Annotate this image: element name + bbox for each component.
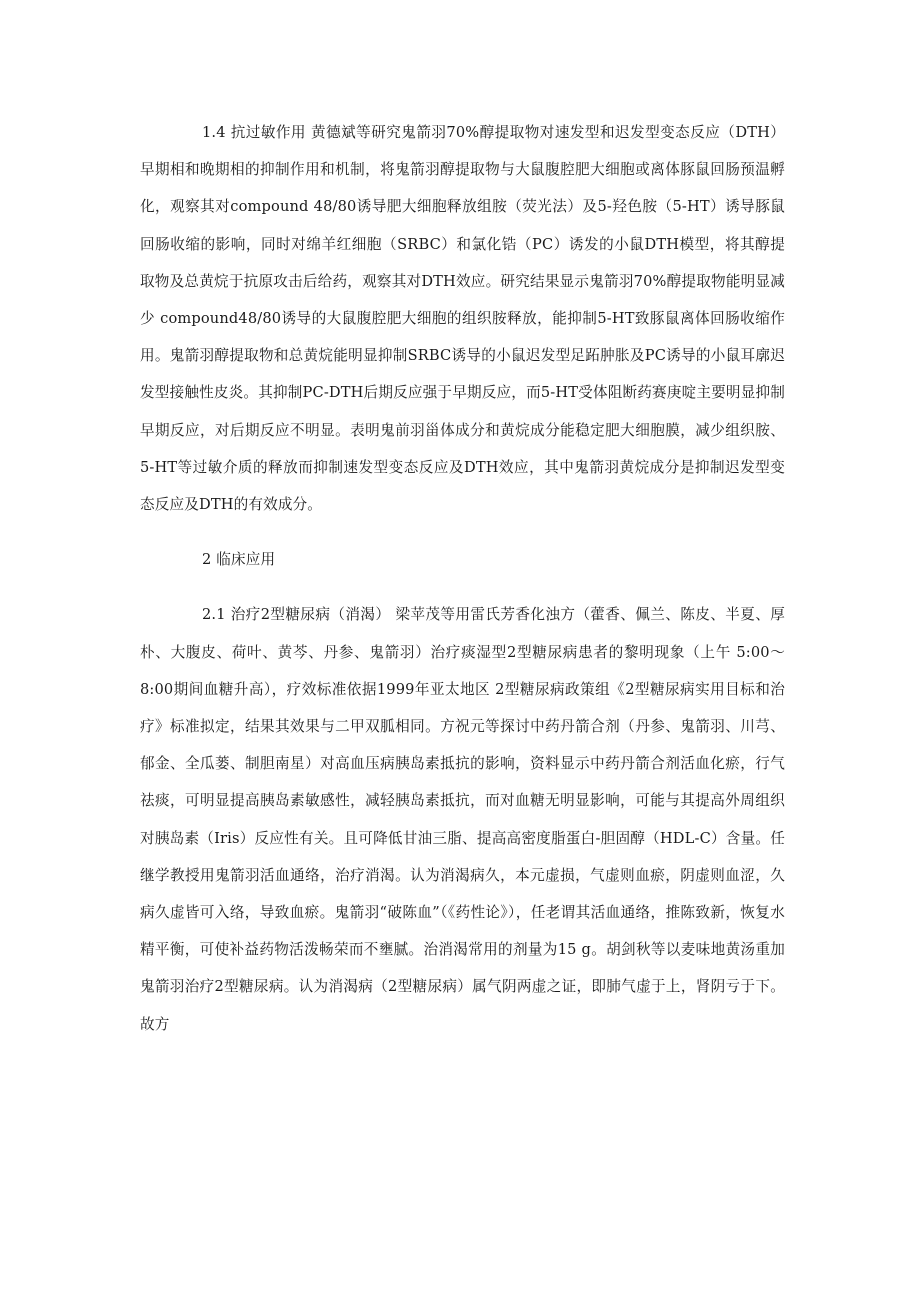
- paragraph-gap: [140, 523, 785, 541]
- paragraph-diabetes: 2.1 治疗2型糖尿病（消渴） 梁苹茂等用雷氏芳香化浊方（藿香、佩兰、陈皮、半夏、厚朴、大腹皮、荷叶、黄芩、丹参、鬼箭羽）治疗痰湿型2型糖尿病患者的黎明现象（上午 5:00～8:00期间血糖升高），疗效标准依据1999年亚太地区 2型糖尿病政策组《2型糖尿病实用目标和治疗》标准拟定，结果其效果与二甲双胍相同。方祝元等探讨中药丹箭合剂（丹参、鬼箭羽、川芎、郁金、全瓜蒌、制胆南星）对高血压病胰岛素抵抗的影响，资料显示中药丹箭合剂活血化瘀，行气祛痰，可明显提高胰岛素敏感性，减轻胰岛素抵抗，而对血糖无明显影响，可能与其提高外周组织对胰岛素（Iris）反应性有关。且可降低甘油三脂、提高高密度脂蛋白-胆固醇（HDL-C）含量。任继学教授用鬼箭羽活血通络，治疗消渴。认为消渴病久，本元虚损，气虚则血瘀，阴虚则血涩，久病久虚皆可入络，导致血瘀。鬼箭羽“破陈血”（《药性论》），任老谓其活血通络，推陈致新，恢复水精平衡，可使补益药物活泼畅荣而不壅腻。治消渴常用的剂量为15 g。胡剑秋等以麦味地黄汤重加鬼箭羽治疗2型糖尿病。认为消渴病（2型糖尿病）属气阴两虚之证，即肺气虚于上，肾阴亏于下。故方: [140, 606, 785, 1033]
- document-body: [140, 114, 785, 1043]
- section-heading-clinical: 2 临床应用: [202, 551, 276, 569]
- paragraph-antiallergy: 1.4 抗过敏作用 黄德斌等研究鬼箭羽70%醇提取物对速发型和迟发型变态反应（DTH）早期相和晚期相的抑制作用和机制，将鬼箭羽醇提取物与大鼠腹腔肥大细胞或离体豚鼠回肠预温孵化，观察其对compound 48/80诱导肥大细胞释放组胺（荧光法）及5-羟色胺（5-HT）诱导豚鼠回肠收缩的影响，同时对绵羊红细胞（SRBC）和氯化锆（PC）诱发的小鼠DTH模型，将其醇提取物及总黄烷于抗原攻击后给药，观察其对DTH效应。研究结果显示鬼箭羽70%醇提取物能明显减少 compound48/80诱导的大鼠腹腔肥大细胞的组织胺释放，能抑制5-HT致豚鼠离体回肠收缩作用。鬼箭羽醇提取物和总黄烷能明显抑制SRBC诱导的小鼠迟发型足跖肿胀及PC诱导的小鼠耳廓迟发型接触性皮炎。其抑制PC-DTH后期反应强于早期反应，而5-HT受体阻断药赛庚啶主要明显抑制早期反应，对后期反应不明显。表明鬼前羽甾体成分和黄烷成分能稳定肥大细胞膜，减少组织胺、5-HT等过敏介质的释放而抑制速发型变态反应及DTH效应，其中鬼箭羽黄烷成分是抑制迟发型变态反应及DTH的有效成分。: [140, 124, 785, 514]
- paragraph-gap: [140, 578, 785, 596]
